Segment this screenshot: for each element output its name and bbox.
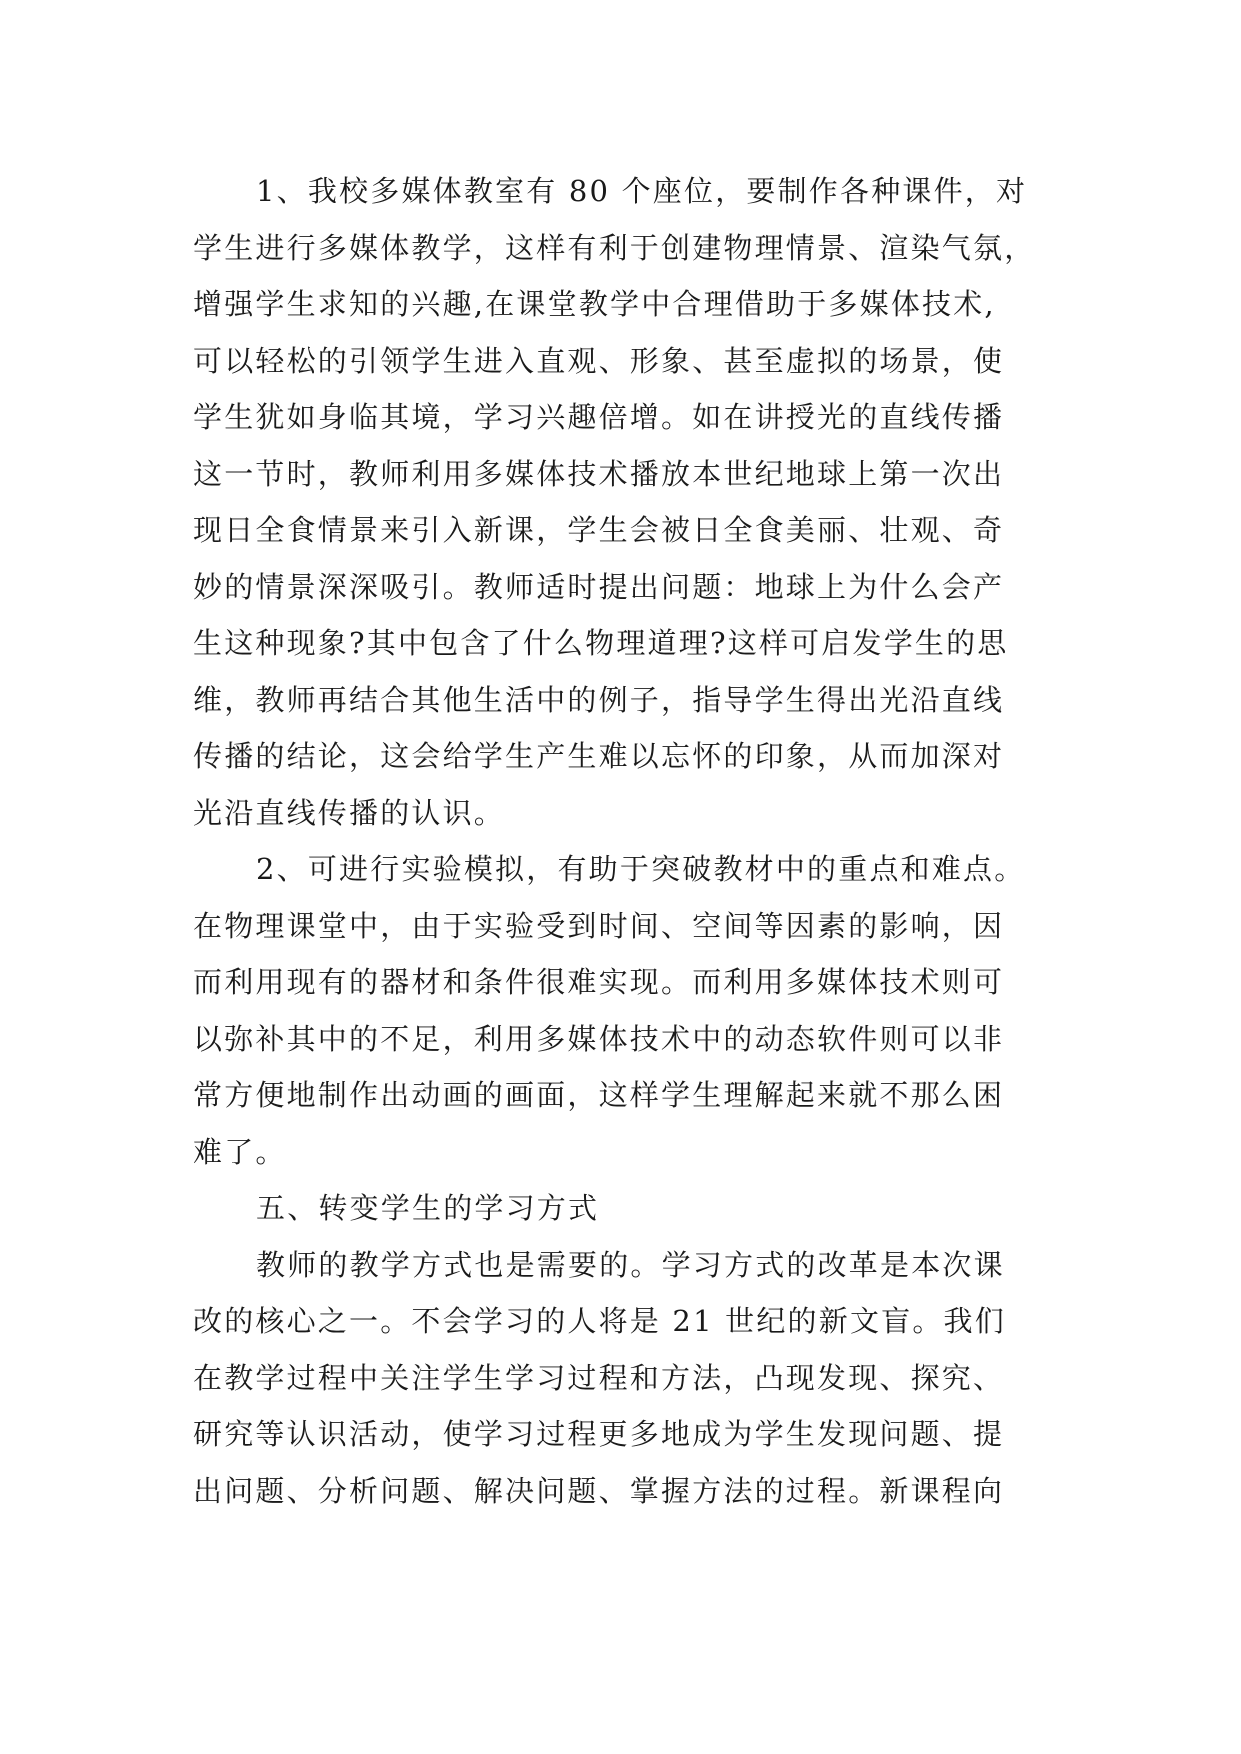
text-line: 以弥补其中的不足，利用多媒体技术中的动态软件则可以非: [193, 1021, 1005, 1056]
text-line: 现日全食情景来引入新课，学生会被日全食美丽、壮观、奇: [193, 513, 1005, 547]
text-line: 传播的结论，这会给学生产生难以忘怀的印象，从而加深对: [193, 739, 1005, 773]
text-line: 学生犹如身临其境，学习兴趣倍增。如在讲授光的直线传播: [193, 400, 1005, 434]
text-line: 常方便地制作出动画的画面，这样学生理解起来就不那么困: [193, 1078, 1005, 1112]
text-line: 2、可进行实验模拟，有助于突破教材中的重点和难点。: [256, 852, 1026, 886]
text-line: 出问题、分析问题、解决问题、掌握方法的过程。新课程向: [193, 1473, 1005, 1508]
text-line: 在教学过程中关注学生学习过程和方法，凸现发现、探究、: [193, 1360, 1005, 1395]
text-line: 五、转变学生的学习方式: [256, 1191, 600, 1225]
text-line: 这一节时，教师利用多媒体技术播放本世纪地球上第一次出: [193, 456, 1005, 491]
text-line: 而利用现有的器材和条件很难实现。而利用多媒体技术则可: [193, 965, 1005, 999]
text-line: 教师的教学方式也是需要的。学习方式的改革是本次课: [256, 1247, 1005, 1282]
text-line: 光沿直线传播的认识。: [193, 795, 506, 830]
text-line: 增强学生求知的兴趣,在课堂教学中合理借助于多媒体技术,: [193, 287, 996, 321]
text-line: 学生进行多媒体教学，这样有利于创建物理情景、渲染气氛，: [193, 230, 1036, 265]
text-line: 难了。: [193, 1134, 287, 1169]
text-line: 生这种现象?其中包含了什么物理道理?这样可启发学生的思: [193, 626, 1009, 660]
text-line: 改的核心之一。不会学习的人将是 21 世纪的新文盲。我们: [193, 1304, 1006, 1338]
text-line: 妙的情景深深吸引。教师适时提出问题：地球上为什么会产: [193, 569, 1005, 604]
text-line: 在物理课堂中，由于实验受到时间、空间等因素的影响，因: [193, 908, 1005, 943]
text-line: 可以轻松的引领学生进入直观、形象、甚至虚拟的场景，使: [193, 343, 1005, 378]
text-line: 研究等认识活动，使学习过程更多地成为学生发现问题、提: [193, 1417, 1005, 1451]
text-line: 维，教师再结合其他生活中的例子，指导学生得出光沿直线: [193, 682, 1005, 717]
text-line: 1、我校多媒体教室有 80 个座位，要制作各种课件，对: [256, 174, 1028, 208]
document-body: [193, 163, 1093, 1519]
